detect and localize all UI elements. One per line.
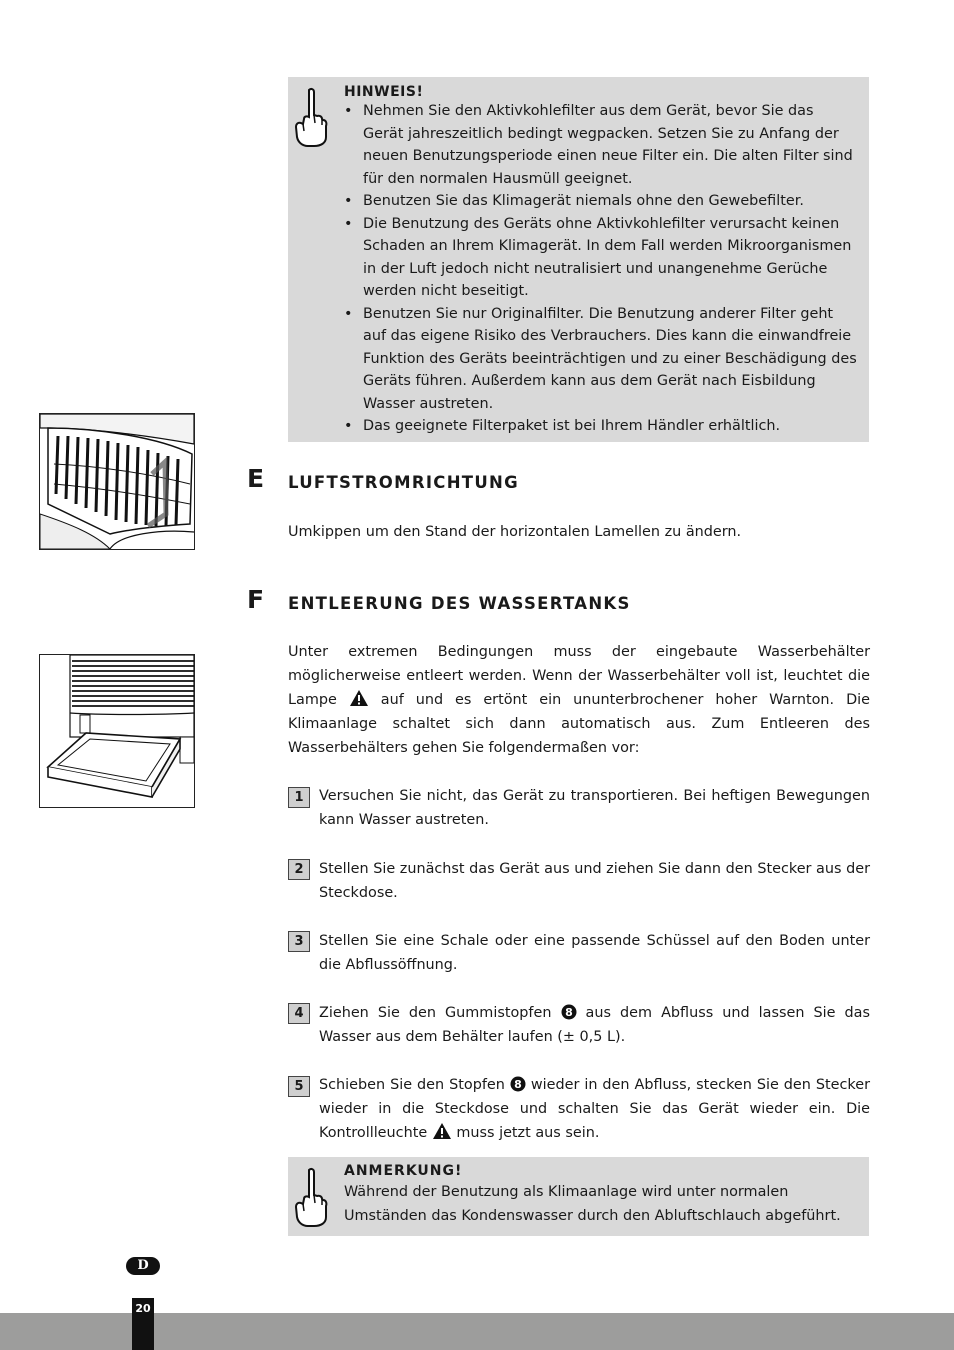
step-text: [319, 1073, 870, 1145]
anmerkung-note: [288, 1157, 869, 1236]
water-tray-illustration: [39, 654, 195, 808]
step-number: 2: [288, 859, 310, 880]
list-item: • Die Benutzung des Geräts ohne Aktivkohlefilter verursacht keinen Schaden an Ihrem Klimagerät. In dem Fall werden Mikroorganismen in der Luft jedoch nicht neutralisiert und unangenehme Gerüche werden nicht beseitigt.: [344, 213, 857, 303]
section-title-e: LUFTSTROMRICHTUNG: [288, 473, 520, 492]
page-number: 20: [132, 1298, 154, 1350]
step-text-part: muss jetzt aus sein.: [456, 1125, 600, 1141]
step-number: 4: [288, 1003, 310, 1024]
louver-illustration: [39, 413, 195, 550]
section-letter-f: F: [247, 585, 265, 614]
anmerkung-title: ANMERKUNG!: [344, 1163, 463, 1179]
warning-triangle-icon: [432, 1122, 452, 1140]
section-letter-e: E: [247, 464, 265, 493]
numbered-circle-icon: [561, 1004, 577, 1020]
intro-text-part: auf und es ertönt ein ununterbrochener hoher Warnton. Die Klimaanlage schaltet sich dann automatisch aus. Zum Entleeren des Wasserbehälters gehen Sie folgendermaßen vor:: [288, 692, 871, 756]
circle-marker-number: 8: [514, 1078, 522, 1091]
section-f-intro: [288, 640, 870, 760]
step-text-part: Schieben Sie den Stopfen: [319, 1077, 505, 1093]
language-badge: D: [126, 1257, 160, 1275]
step-text: [319, 1001, 870, 1049]
step-text: Versuchen Sie nicht, das Gerät zu transportieren. Bei heftigen Bewegungen kann Wasser austreten.: [319, 788, 870, 828]
warning-triangle-icon: [349, 689, 369, 707]
numbered-circle-icon: [510, 1076, 526, 1092]
step-text: Stellen Sie zunächst das Gerät aus und ziehen Sie dann den Stecker aus der Steckdose.: [319, 861, 870, 901]
hinweis-list: [344, 100, 857, 438]
step-number: 5: [288, 1076, 310, 1097]
intro-text-part: Unter extremen Bedingungen muss der eingebaute Wasserbehälter möglicherweise entleert werden. Wenn der Wasserbehälter voll ist, leuchtet die Lampe: [288, 644, 870, 708]
step-text-part: Ziehen Sie den Gummistopfen: [319, 1005, 552, 1021]
pointing-hand-icon: [294, 87, 328, 149]
step-number: 1: [288, 787, 310, 808]
section-title-f: ENTLEERUNG DES WASSERTANKS: [288, 594, 631, 613]
list-item: • Das geeignete Filterpaket ist bei Ihrem Händler erhältlich.: [344, 415, 857, 438]
hinweis-note: [288, 77, 869, 442]
step-text-part: aus dem Abfluss und lassen Sie das Wasser aus dem Behälter laufen (± 0,5 L).: [319, 1005, 870, 1045]
section-e-text: Umkippen um den Stand der horizontalen Lamellen zu ändern.: [288, 524, 742, 540]
list-item: • Benutzen Sie das Klimagerät niemals ohne den Gewebefilter.: [344, 190, 857, 213]
step-number: 3: [288, 931, 310, 952]
anmerkung-text: Während der Benutzung als Klimaanlage wird unter normalen Umständen das Kondenswasser durch den Abluftschlauch abgeführt.: [344, 1184, 841, 1224]
hinweis-title: HINWEIS!: [344, 84, 424, 100]
list-item: • Benutzen Sie nur Originalfilter. Die Benutzung anderer Filter geht auf das eigene Risiko des Verbrauchers. Dies kann die einwandfreie Funktion des Geräts beeinträchtigen und zu einer Beschädigung des Geräts führen. Außerdem kann aus dem Gerät nach Eisbildung Wasser austreten.: [344, 303, 857, 416]
step-text: Stellen Sie eine Schale oder eine passende Schüssel auf den Boden unter die Abflussöffnung.: [319, 933, 870, 973]
pointing-hand-icon: [294, 1167, 328, 1229]
list-item: • Nehmen Sie den Aktivkohlefilter aus dem Gerät, bevor Sie das Gerät jahreszeitlich bedingt wegpacken. Setzen Sie zu Anfang der neuen Benutzungsperiode einen neue Filter ein. Die alten Filter sind für den normalen Hausmüll geeignet.: [344, 100, 857, 190]
step-text-part: wieder in den Abfluss, stecken Sie den Stecker wieder in die Steckdose und schalten Sie das Gerät wieder ein. Die Kontrollleuchte: [319, 1077, 870, 1141]
circle-marker-number: 8: [564, 1006, 573, 1019]
